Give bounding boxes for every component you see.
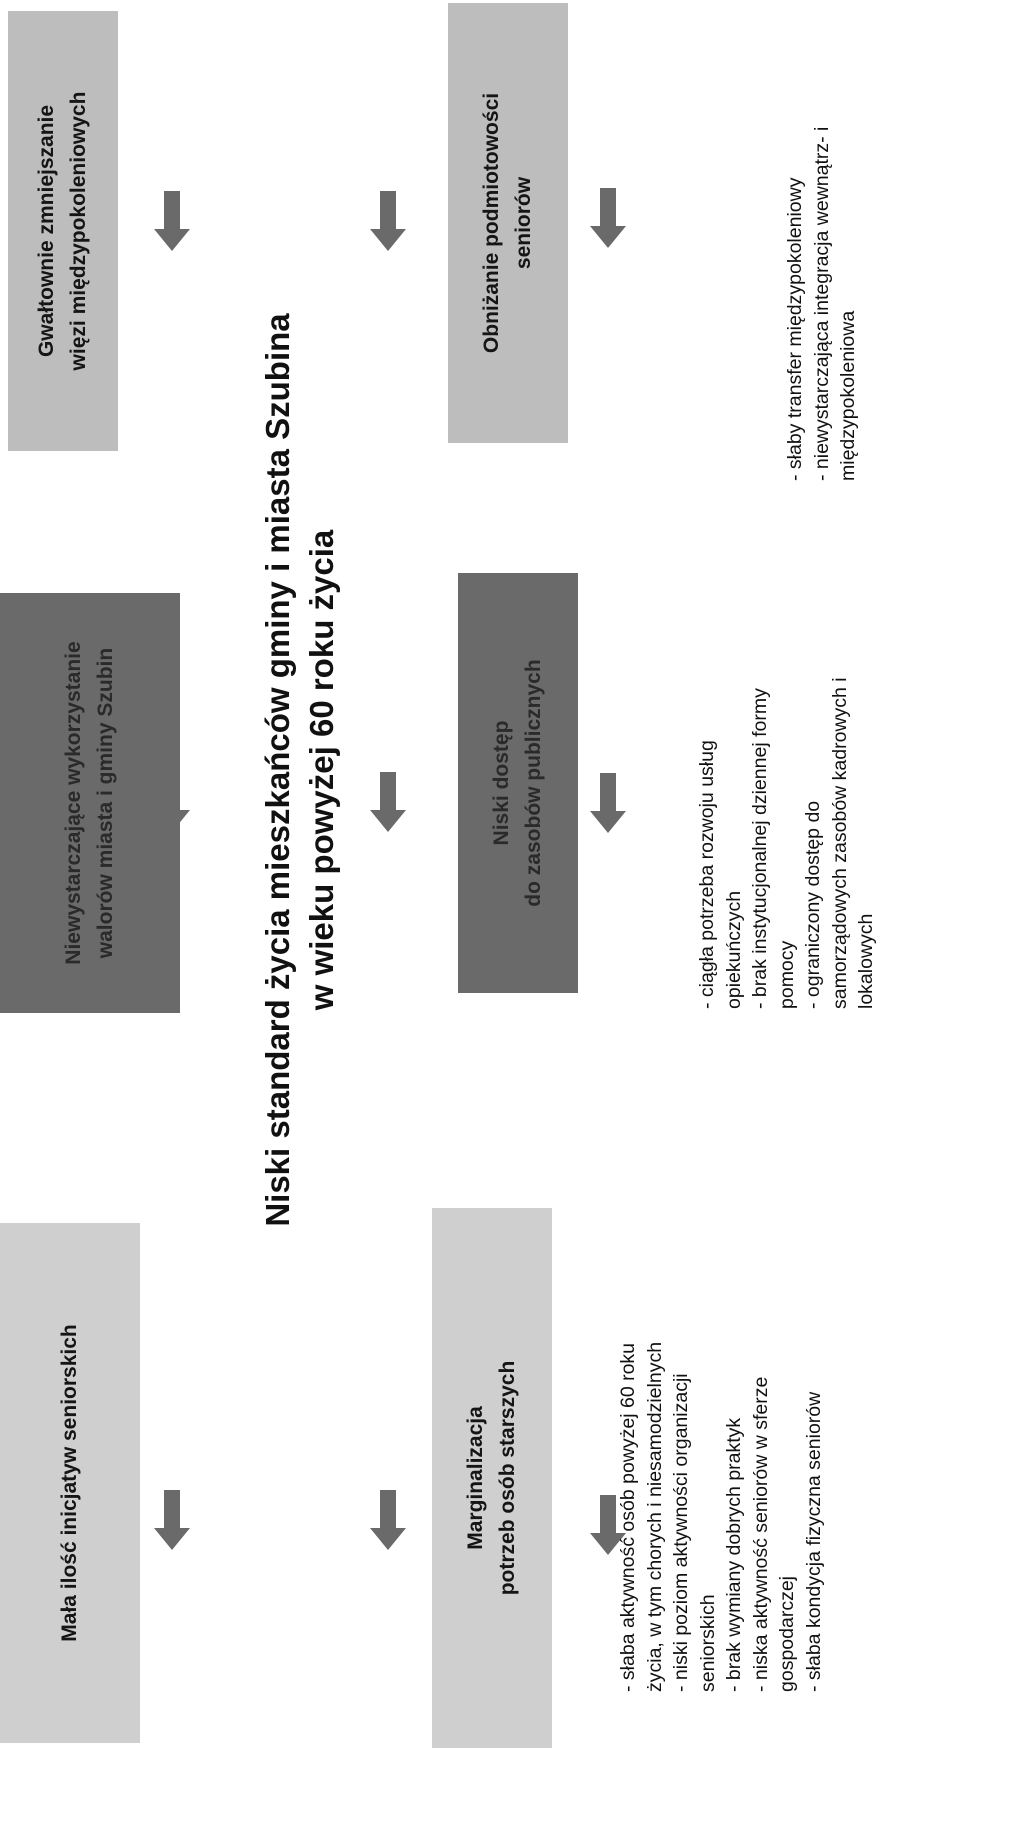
detail-list-2-line: - ciągła potrzeba rozwoju usług	[696, 740, 718, 1009]
cause-box-3-line-1: Obniżanie podmiotowości	[480, 92, 503, 354]
cause-box-2-line-1: Niski dostęp	[490, 720, 513, 846]
effect-box-1	[0, 1223, 140, 1743]
detail-list-2-line: - brak instytucjonalnej dziennej formy	[749, 688, 771, 1009]
problem-title	[245, 230, 355, 1310]
cause-box-2	[458, 573, 578, 993]
detail-list-1	[615, 1192, 835, 1692]
detail-list-1-line: życia, w tym chorych i niesamodzielnych	[643, 1341, 666, 1692]
effect-box-2-line-1: Niewystarczające wykorzystanie	[62, 641, 85, 965]
arrow-up-icon	[588, 773, 628, 833]
detail-list-1-line: - niska aktywność seniorów w sferze	[749, 1376, 772, 1692]
cause-box-1	[432, 1208, 552, 1748]
cause-box-1-line-2: potrzeb osób starszych	[496, 1360, 519, 1596]
cause-box-1-line-1: Marginalizacja	[464, 1406, 487, 1550]
detail-list-2-line: opiekuńczych	[722, 890, 745, 1009]
cause-box-3	[448, 3, 568, 443]
detail-list-1-line: - słaba kondycja fizyczna seniorów	[802, 1391, 825, 1692]
detail-list-1-line: - brak wymiany dobrych praktyk	[723, 1417, 745, 1692]
cause-box-3-line-2: seniorów	[512, 176, 535, 270]
detail-list-3-line: międzypokoleniowa	[837, 310, 859, 481]
effect-box-2-line-2: walorów miasta i gminy Szubin	[94, 647, 117, 959]
effect-box-3-line-2: więzi międzypokoleniowych	[67, 91, 90, 371]
arrow-up-icon	[152, 1490, 192, 1550]
detail-list-3	[782, 0, 872, 481]
detail-list-3-line: - słaby transfer międzypokoleniowy	[784, 177, 806, 481]
effect-box-1-line-1: Mała ilość inicjatyw seniorskich	[58, 1324, 81, 1642]
detail-list-1-line: - słaba aktywność osób powyżej 60 roku	[617, 1342, 639, 1692]
detail-list-2-line: lokalowych	[855, 913, 877, 1009]
detail-list-1-line: - niski poziom aktywności organizacji	[670, 1373, 692, 1692]
arrow-up-icon	[152, 772, 192, 832]
arrow-up-icon	[368, 772, 408, 832]
cause-box-2-line-2: do zasobów publicznych	[522, 659, 545, 907]
detail-list-2	[694, 529, 884, 1009]
detail-list-1-line: seniorskich	[696, 1594, 719, 1692]
effect-box-3	[8, 11, 118, 451]
detail-list-1-line: gospodarczej	[776, 1576, 798, 1692]
problem-title-line-1: Niski standard życia mieszkańców gminy i miasta Szubina	[259, 313, 296, 1227]
problem-title-line-2: w wieku powyżej 60 roku życia	[303, 529, 340, 1011]
arrow-up-icon	[588, 188, 628, 248]
detail-list-2-line: samorządowych zasobów kadrowych i	[828, 677, 851, 1009]
detail-list-2-line: pomocy	[775, 940, 798, 1009]
arrow-up-icon	[152, 191, 192, 251]
detail-list-3-line: - niewystarczająca integracja wewnątrz- i	[810, 126, 833, 481]
arrow-up-icon	[368, 1490, 408, 1550]
detail-list-2-line: - ograniczony dostęp do	[802, 800, 824, 1009]
arrow-up-icon	[368, 191, 408, 251]
effect-box-3-line-1: Gwałtownie zmniejszanie	[35, 104, 58, 358]
